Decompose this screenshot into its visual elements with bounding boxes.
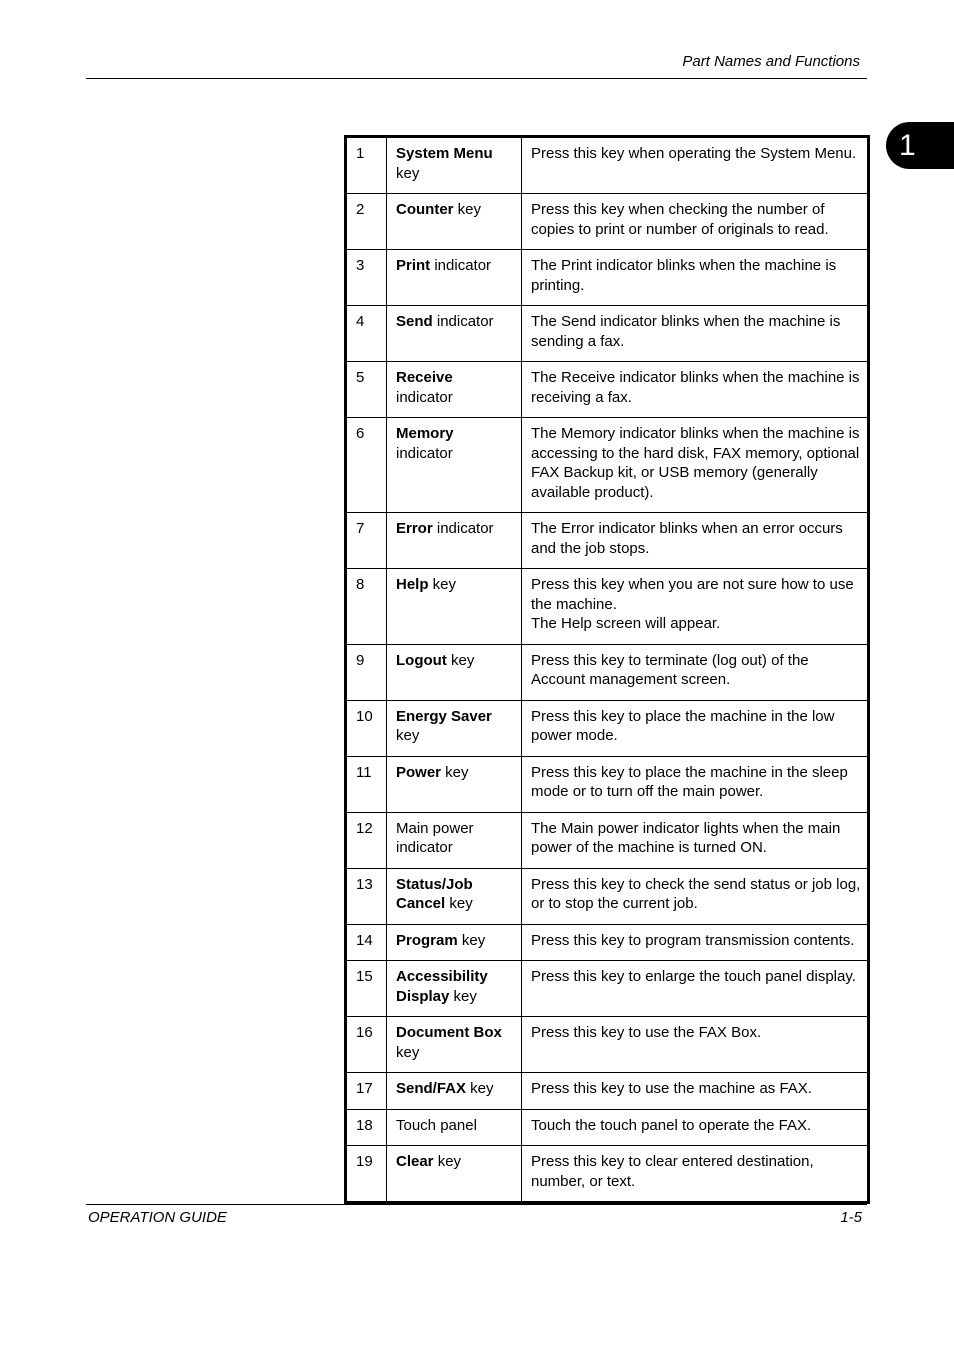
part-name bbox=[387, 1017, 522, 1073]
part-name bbox=[387, 700, 522, 756]
part-number: 13 bbox=[346, 868, 387, 924]
part-name-suffix: key bbox=[446, 651, 475, 669]
table-row bbox=[346, 700, 869, 756]
part-name bbox=[387, 569, 522, 645]
part-name bbox=[387, 868, 522, 924]
header-rule bbox=[86, 78, 867, 79]
part-name-bold: Document Box bbox=[396, 1024, 502, 1041]
part-name bbox=[387, 961, 522, 1017]
part-name bbox=[387, 194, 522, 250]
part-number: 5 bbox=[346, 362, 387, 418]
part-name-suffix: indicator bbox=[396, 369, 457, 406]
part-name-suffix: indicator bbox=[432, 520, 494, 537]
part-name bbox=[387, 1109, 522, 1146]
part-name-suffix: key bbox=[396, 1024, 507, 1061]
part-name-bold: Counter bbox=[396, 201, 454, 218]
part-name bbox=[387, 250, 522, 306]
table-row bbox=[346, 362, 869, 418]
part-name-suffix: key bbox=[449, 987, 477, 1005]
part-number: 15 bbox=[346, 961, 387, 1017]
part-number: 17 bbox=[346, 1073, 387, 1110]
part-description: The Error indicator blinks when an error occurs and the job stops. bbox=[522, 513, 869, 569]
part-description: Press this key when operating the System Menu. bbox=[522, 137, 869, 194]
part-number: 8 bbox=[346, 569, 387, 645]
part-description: Press this key to check the send status or job log, or to stop the current job. bbox=[522, 868, 869, 924]
part-name-bold: Status/Job Cancel bbox=[396, 875, 473, 912]
part-number: 14 bbox=[346, 924, 387, 961]
part-description: Touch the touch panel to operate the FAX. bbox=[522, 1109, 869, 1146]
part-name-bold: Help bbox=[396, 576, 429, 593]
table-row bbox=[346, 569, 869, 645]
part-description: Press this key to place the machine in the sleep mode or to turn off the main power. bbox=[522, 756, 869, 812]
part-name-suffix: Main power indicator bbox=[396, 819, 478, 856]
part-name-suffix: key bbox=[433, 1153, 462, 1170]
part-name-suffix: key bbox=[453, 201, 482, 218]
part-description: Press this key to enlarge the touch panel display. bbox=[522, 961, 869, 1017]
chapter-tab bbox=[886, 122, 954, 169]
part-name bbox=[387, 1146, 522, 1203]
part-name-bold: Logout bbox=[396, 651, 447, 669]
part-name-suffix: indicator bbox=[396, 425, 458, 462]
part-name bbox=[387, 306, 522, 362]
part-name-bold: Send/FAX bbox=[396, 1080, 467, 1097]
table-row bbox=[346, 137, 869, 194]
part-number: 12 bbox=[346, 812, 387, 868]
part-name-bold: Error bbox=[396, 520, 433, 537]
part-name bbox=[387, 924, 522, 961]
part-name bbox=[387, 756, 522, 812]
part-name-suffix: key bbox=[396, 707, 497, 744]
part-number: 16 bbox=[346, 1017, 387, 1073]
part-name bbox=[387, 137, 522, 194]
table-row bbox=[346, 194, 869, 250]
part-number: 18 bbox=[346, 1109, 387, 1146]
running-header-title: Part Names and Functions bbox=[682, 53, 860, 70]
part-name-suffix: indicator bbox=[432, 313, 494, 330]
part-number: 19 bbox=[346, 1146, 387, 1203]
part-name bbox=[387, 362, 522, 418]
part-name-bold: Energy Saver bbox=[396, 707, 492, 725]
part-description: The Receive indicator blinks when the machine is receiving a fax. bbox=[522, 362, 869, 418]
part-description: Press this key when checking the number of copies to print or number of originals to read. bbox=[522, 194, 869, 250]
footer-rule bbox=[86, 1204, 867, 1205]
part-name bbox=[387, 644, 522, 700]
part-name-suffix: key bbox=[457, 931, 486, 949]
part-description: Press this key when you are not sure how to use the machine. The Help screen will appear. bbox=[522, 569, 869, 645]
table-row bbox=[346, 756, 869, 812]
part-number: 11 bbox=[346, 756, 387, 812]
part-name-suffix: key bbox=[396, 145, 497, 182]
part-description: Press this key to program transmission contents. bbox=[522, 924, 869, 961]
part-description: Press this key to use the FAX Box. bbox=[522, 1017, 869, 1073]
part-name-bold: Memory bbox=[396, 425, 454, 442]
part-description: The Print indicator blinks when the machine is printing. bbox=[522, 250, 869, 306]
table-row bbox=[346, 1109, 869, 1146]
part-number: 10 bbox=[346, 700, 387, 756]
table-row bbox=[346, 418, 869, 513]
table-row bbox=[346, 868, 869, 924]
part-number: 3 bbox=[346, 250, 387, 306]
part-name-suffix: key bbox=[466, 1080, 494, 1097]
table-row bbox=[346, 306, 869, 362]
part-name-bold: Clear bbox=[396, 1153, 434, 1170]
table-row bbox=[346, 513, 869, 569]
part-name-suffix: key bbox=[445, 895, 473, 912]
part-description: The Send indicator blinks when the machine is sending a fax. bbox=[522, 306, 869, 362]
part-name-bold: System Menu bbox=[396, 145, 493, 162]
part-name-bold: Send bbox=[396, 313, 433, 330]
part-name-suffix: key bbox=[441, 763, 469, 781]
part-description: Press this key to use the machine as FAX. bbox=[522, 1073, 869, 1110]
footer-guide-name: OPERATION GUIDE bbox=[88, 1209, 227, 1226]
part-description: The Main power indicator lights when the main power of the machine is turned ON. bbox=[522, 812, 869, 868]
part-name bbox=[387, 812, 522, 868]
part-name-suffix: indicator bbox=[430, 257, 492, 274]
table-row bbox=[346, 961, 869, 1017]
part-name-bold: Accessibility Display bbox=[396, 968, 488, 1005]
part-number: 1 bbox=[346, 137, 387, 194]
part-number: 6 bbox=[346, 418, 387, 513]
table-row bbox=[346, 812, 869, 868]
part-number: 9 bbox=[346, 644, 387, 700]
table-row bbox=[346, 1017, 869, 1073]
part-name-suffix: Touch panel bbox=[396, 1116, 477, 1134]
table-row bbox=[346, 1073, 869, 1110]
table-row bbox=[346, 924, 869, 961]
part-name-bold: Receive bbox=[396, 369, 453, 386]
part-number: 7 bbox=[346, 513, 387, 569]
part-description: The Memory indicator blinks when the machine is accessing to the hard disk, FAX memory, optional FAX Backup kit, or USB memory (generally available product). bbox=[522, 418, 869, 513]
part-description: Press this key to terminate (log out) of the Account management screen. bbox=[522, 644, 869, 700]
table-row bbox=[346, 1146, 869, 1203]
part-name-suffix: key bbox=[428, 576, 457, 593]
table-row bbox=[346, 644, 869, 700]
part-number: 4 bbox=[346, 306, 387, 362]
part-description: Press this key to clear entered destination, number, or text. bbox=[522, 1146, 869, 1203]
footer-page-number: 1-5 bbox=[840, 1209, 862, 1226]
part-name bbox=[387, 513, 522, 569]
part-names-table-body bbox=[346, 137, 869, 1203]
table-row bbox=[346, 250, 869, 306]
part-name-bold: Power bbox=[396, 763, 442, 781]
part-description: Press this key to place the machine in the low power mode. bbox=[522, 700, 869, 756]
part-name-bold: Program bbox=[396, 931, 458, 949]
part-name-bold: Print bbox=[396, 257, 431, 274]
part-number: 2 bbox=[346, 194, 387, 250]
part-name bbox=[387, 1073, 522, 1110]
part-names-table bbox=[344, 135, 870, 1204]
chapter-number: 1 bbox=[899, 129, 916, 162]
part-name bbox=[387, 418, 522, 513]
